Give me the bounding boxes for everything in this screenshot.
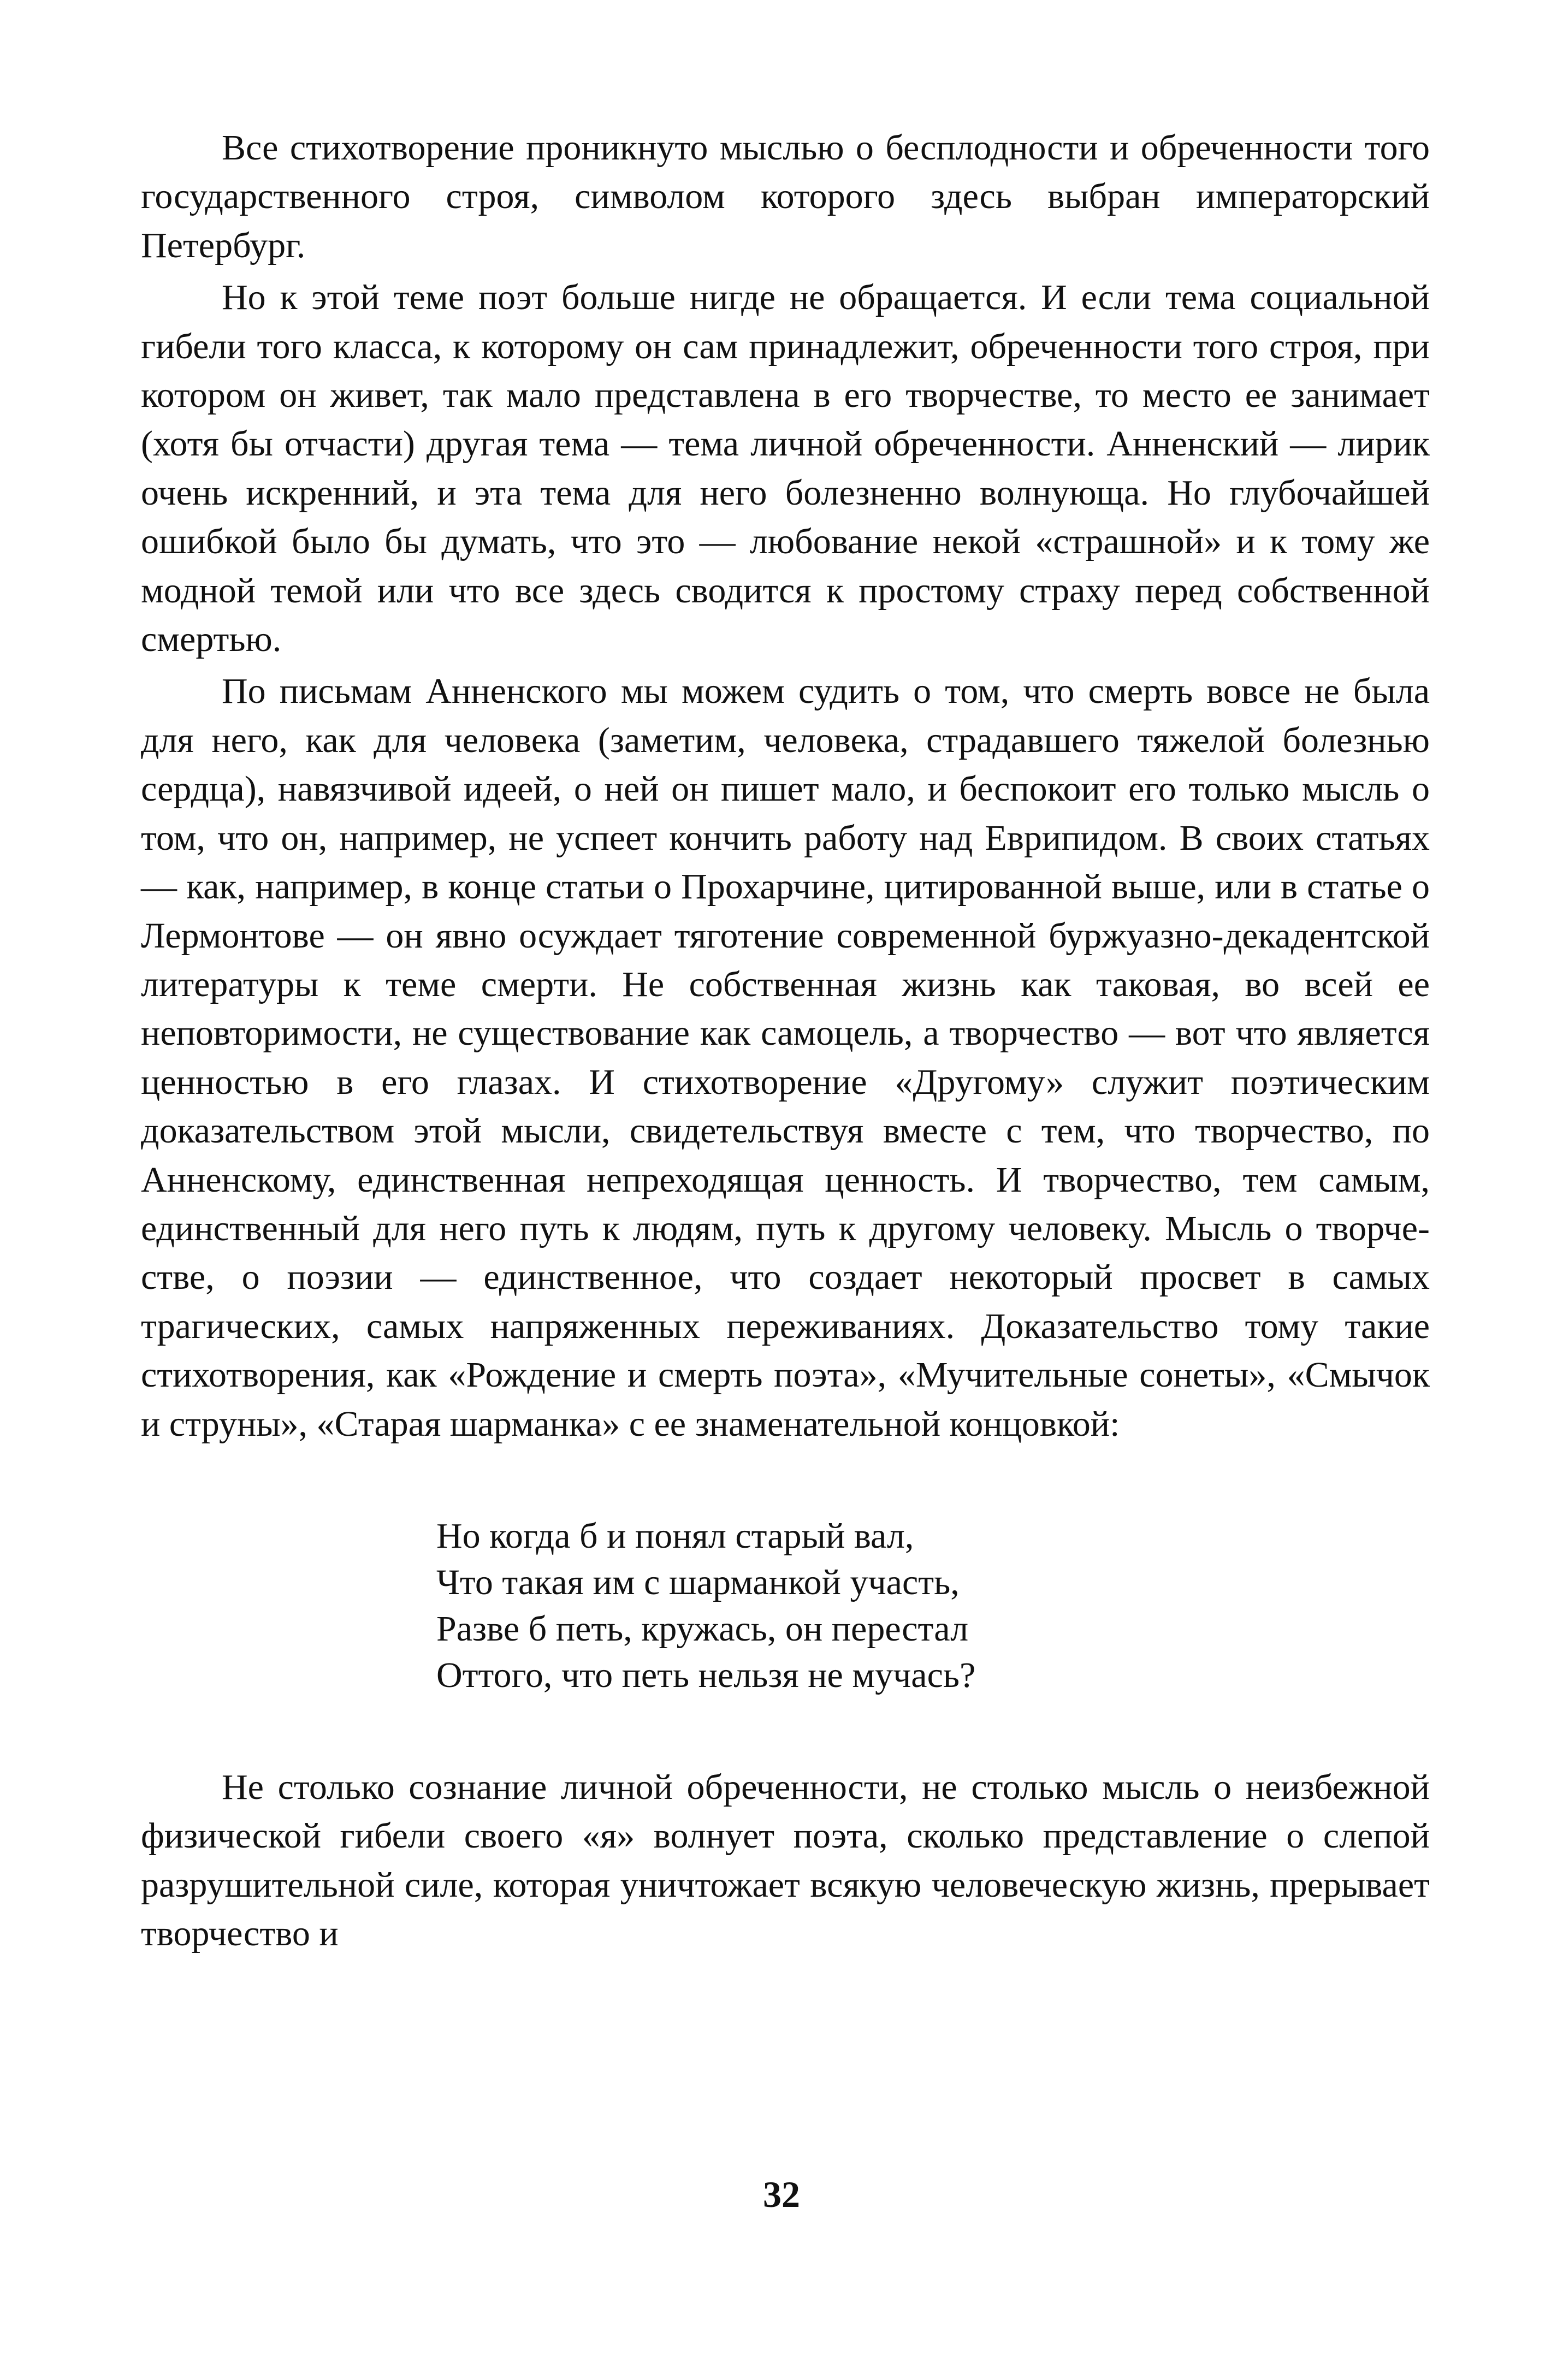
verse-line: Что такая им с шарманкой участь, — [436, 1562, 960, 1602]
page-body — [141, 123, 1430, 1958]
verse-line: Но когда б и понял старый вал, — [436, 1515, 914, 1556]
verse-line: Оттого, что петь нельзя не мучась? — [436, 1655, 976, 1695]
page-number: 32 — [763, 2174, 800, 2215]
paragraph-3: По письмам Анненского мы можем судить о том, что смерть вовсе не была для него, как для человека (заметим, человека, страдавшего тяжелой болезнью сердца), навязчивой идеей, о ней он пишет мало, и беспокоит его только мысль о том, что он, например, не успеет кончить работу над Еврипидом. В своих статьях — как, например, в конце статьи о Прохарчине, цитированной выше, или в статье о Лермонтове — он явно осуждает тяготение современной буржуазно-декадентской литературы к теме смерти. Не собственная жизнь как таковая, во всей ее неповторимости, не существование как самоцель, а творчество — вот что является ценностью в его глазах. И стихотворение «Другому» служит поэтическим доказательством этой мысли, свидетельствуя вместе с тем, что творчество, по Анненскому, единственная непреходящая ценность. И творчество, тем самым, единственный для него путь к людям, путь к другому человеку. Мысль о творчестве, о поэзии — единственное, что создает некоторый просвет в самых трагических, самых напряженных переживаниях. Доказательство тому такие стихотворения, как «Рождение и смерть поэта», «Мучительные сонеты», «Смычок и струны», «Старая шарманка» с ее знаменательной концовкой: — [141, 671, 1430, 1444]
paragraph-2: Но к этой теме поэт больше нигде не обращается. И если тема социальной гибели того класса, к которому он сам принадлежит, обреченности того строя, при котором он живет, так мало представлена в его творчестве, то место ее занимает (хотя бы отчасти) другая тема — тема личной обреченности. Анненский — лирик очень искренний, и эта тема для него болезненно волнующа. Но глубочайшей ошибкой было бы думать, что это — любование некой «страшной» и к тому же модной темой или что все здесь сводится к простому страху перед собственной смертью. — [141, 277, 1430, 660]
paragraph-1: Все стихотворение проникнуто мыслью о бесплодности и обреченности того государственного строя, символом которого здесь выбран императорский Петербург. — [141, 128, 1430, 265]
verse-quote — [436, 1513, 1430, 1698]
verse-line: Разве б петь, кружась, он перестал — [436, 1608, 969, 1649]
paragraph-closing: Не столько сознание личной обреченности, не столько мысль о неизбежной физической гибели своего «я» волнует поэта, сколько представление о слепой разрушительной силе, которая уничтожает всякую человеческую жизнь, прерывает творчество и — [141, 1767, 1430, 1954]
